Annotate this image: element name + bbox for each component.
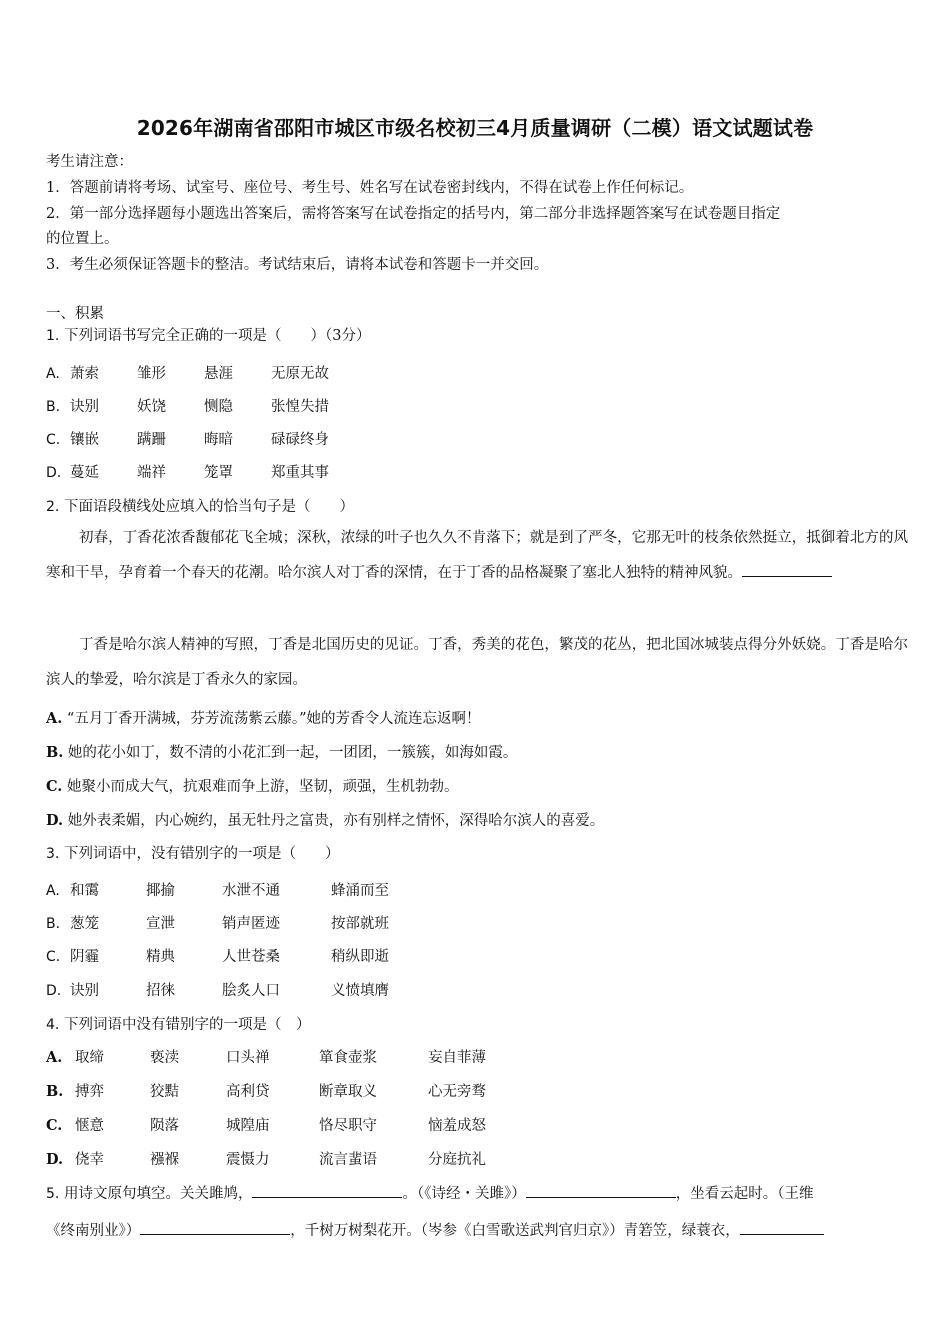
option-word: 妖饶 (137, 399, 166, 415)
option-word: 笼罩 (204, 465, 233, 481)
passage-text: 初春，丁香花浓香馥郁花飞全城；深秋，浓绿的叶子也久久不肯落下；就是到了严冬，它那无叶的枝条依然挺立，抵御着北方的风寒和干旱，孕育着一个春天的花潮。哈尔滨人对丁香的深情，在于丁香的品格凝聚了塞北人独特的精神风貌。 (46, 530, 908, 581)
answer-blank[interactable] (742, 562, 832, 577)
option-word: 销声匿迹 (222, 916, 280, 932)
option-label: D. (46, 983, 62, 999)
option-word: 义愤填膺 (331, 983, 389, 999)
option-text: 她聚小而成大气，抗艰难而争上游，坚韧，顽强，生机勃勃。 (66, 779, 459, 795)
option-word: 诀别 (70, 983, 99, 999)
option-label: D. (46, 465, 62, 481)
q3-option-d[interactable] (46, 979, 389, 1000)
q2-option-d[interactable] (46, 809, 604, 830)
notice-item-1: 1．答题前请将考场、试室号、座位号、考生号、姓名写在试卷密封线内，不得在试卷上作任何标记。 (46, 180, 694, 196)
answer-blank[interactable] (526, 1183, 676, 1198)
question-number: 4. (46, 1017, 60, 1033)
q2-option-a[interactable] (46, 707, 481, 728)
option-word: 端祥 (137, 465, 166, 481)
option-word: 口头禅 (226, 1050, 270, 1066)
option-label: B. (46, 399, 61, 415)
passage-paragraph-2: 丁香是哈尔滨人精神的写照，丁香是北国历史的见证。丁香，秀美的花色，繁茂的花丛，把北国冰城装点得分外妖娆。丁香是哈尔滨人的挚爱，哈尔滨是丁香永久的家园。 (46, 637, 908, 688)
option-word: 蜂涌而至 (331, 883, 389, 899)
option-text: “五月丁香开满城，芬芳流荡紫云藤。”她的芳香令人流连忘返啊！ (66, 711, 481, 727)
option-word: 高利贷 (226, 1084, 270, 1100)
question-4 (46, 1013, 310, 1034)
q1-option-b[interactable] (46, 395, 329, 416)
option-text: 她外表柔媚，内心婉约，虽无牡丹之富贵，亦有别样之情怀，深得哈尔滨人的喜爱。 (67, 813, 605, 829)
option-word: 葱笼 (70, 916, 99, 932)
question-stem: 下面语段横线处应填入的恰当句子是（ ） (63, 499, 354, 515)
answer-blank[interactable] (140, 1220, 290, 1235)
notice-heading: 考生请注意： (46, 154, 133, 170)
option-word: 蹒跚 (137, 432, 166, 448)
option-word: 揶揄 (146, 883, 175, 899)
option-word: 精典 (146, 949, 175, 965)
option-word: 断章取义 (319, 1084, 377, 1100)
option-word: 水泄不通 (222, 883, 280, 899)
option-word: 流言蜚语 (319, 1152, 377, 1168)
option-label: A. (46, 883, 60, 899)
option-word: 震慑力 (226, 1152, 270, 1168)
option-word: 张惶失措 (271, 399, 329, 415)
q4-option-d[interactable] (46, 1148, 486, 1169)
option-word: 搏弈 (75, 1084, 104, 1100)
question-number: 5. (46, 1186, 60, 1202)
option-word: 恼羞成怒 (428, 1118, 486, 1134)
question-text: ，千树万树梨花开。（岑参《白雪歌送武判官归京》）青箬笠，绿蓑衣， (290, 1223, 740, 1239)
option-word: 分庭抗礼 (428, 1152, 486, 1168)
question-stem: 下列词语书写完全正确的一项是（ ）（3分） (63, 328, 371, 344)
q3-option-c[interactable] (46, 945, 389, 966)
notice-item-2-cont: 的位置上。 (46, 231, 119, 247)
q4-option-b[interactable] (46, 1080, 486, 1101)
option-word: 陨落 (150, 1118, 179, 1134)
option-label: A. (46, 366, 60, 382)
option-word: 狡黠 (150, 1084, 179, 1100)
option-word: 城隍庙 (226, 1118, 270, 1134)
option-word: 诀别 (70, 399, 99, 415)
option-label: C. (46, 949, 61, 965)
question-text: 。（《诗经・关雎》） (402, 1186, 526, 1202)
option-word: 脍炙人口 (222, 983, 280, 999)
option-label: B. (46, 1083, 64, 1100)
option-word: 碌碌终身 (271, 432, 329, 448)
option-label: B. (46, 916, 61, 932)
option-word: 心无旁骛 (428, 1084, 486, 1100)
option-word: 稍纵即逝 (331, 949, 389, 965)
option-text: 她的花小如丁，数不清的小花汇到一起，一团团，一簇簇，如海如霞。 (67, 745, 518, 761)
option-word: 悬涯 (204, 366, 233, 382)
q1-option-a[interactable] (46, 362, 329, 383)
option-word: 按部就班 (331, 916, 389, 932)
question-stem: 下列词语中没有错别字的一项是（ ） (63, 1017, 311, 1033)
q2-option-c[interactable] (46, 775, 458, 796)
page-title: 2026年湖南省邵阳市城区市级名校初三4月质量调研（二模）语文试题试卷 (136, 116, 814, 140)
option-word: 和霭 (70, 883, 99, 899)
answer-blank[interactable] (740, 1220, 824, 1235)
question-text: ，坐看云起时。（王维 (675, 1186, 814, 1202)
option-word: 惬意 (75, 1118, 104, 1134)
option-word: 人世苍桑 (222, 949, 280, 965)
option-word: 阴霾 (70, 949, 99, 965)
q4-option-c[interactable] (46, 1114, 486, 1135)
option-label: C. (46, 1117, 63, 1134)
option-word: 侥幸 (75, 1152, 104, 1168)
option-label: A. (46, 710, 63, 727)
option-word: 镶嵌 (70, 432, 99, 448)
option-label: D. (46, 1151, 64, 1168)
option-label: C. (46, 432, 61, 448)
option-word: 招徕 (146, 983, 175, 999)
q1-option-c[interactable] (46, 428, 329, 449)
question-text: 《终南别业》） (46, 1223, 141, 1239)
option-word: 妄自菲薄 (428, 1050, 486, 1066)
question-1 (46, 324, 370, 345)
section-heading: 一、积累 (46, 306, 104, 322)
question-2 (46, 495, 354, 516)
q4-option-a[interactable] (46, 1046, 486, 1067)
option-word: 取缔 (75, 1050, 104, 1066)
option-label: A. (46, 1049, 63, 1066)
question-number: 3. (46, 846, 60, 862)
question-text: 用诗文原句填空。关关雎鸠， (63, 1186, 253, 1202)
option-word: 郑重其事 (271, 465, 329, 481)
passage-paragraph-1 (46, 521, 908, 591)
question-5-line-1 (46, 1182, 813, 1203)
answer-blank[interactable] (252, 1183, 402, 1198)
q2-option-b[interactable] (46, 741, 517, 762)
option-word: 恪尽职守 (319, 1118, 377, 1134)
option-word: 无原无故 (271, 366, 329, 382)
option-label: B. (46, 744, 64, 761)
option-word: 蔓延 (70, 465, 99, 481)
option-label: C. (46, 778, 63, 795)
option-word: 亵渎 (150, 1050, 179, 1066)
question-5-line-2 (46, 1219, 824, 1240)
option-word: 箪食壶浆 (319, 1050, 377, 1066)
notice-item-3: 3．考生必须保证答题卡的整洁。考试结束后，请将本试卷和答题卡一并交回。 (46, 257, 549, 273)
question-3 (46, 842, 339, 863)
option-word: 晦暗 (204, 432, 233, 448)
option-word: 恻隐 (204, 399, 233, 415)
q3-option-a[interactable] (46, 879, 389, 900)
option-word: 雏形 (137, 366, 166, 382)
q3-option-b[interactable] (46, 912, 389, 933)
question-stem: 下列词语中，没有错别字的一项是（ ） (63, 846, 340, 862)
option-word: 萧索 (70, 366, 99, 382)
question-number: 2. (46, 499, 60, 515)
option-word: 宣泄 (146, 916, 175, 932)
option-label: D. (46, 812, 64, 829)
option-word: 襁褓 (150, 1152, 179, 1168)
notice-item-2: 2．第一部分选择题每小题选出答案后，需将答案写在试卷指定的括号内，第二部分非选择题答案写在试卷题目指定 (46, 206, 781, 222)
question-number: 1. (46, 328, 60, 344)
q1-option-d[interactable] (46, 461, 329, 482)
